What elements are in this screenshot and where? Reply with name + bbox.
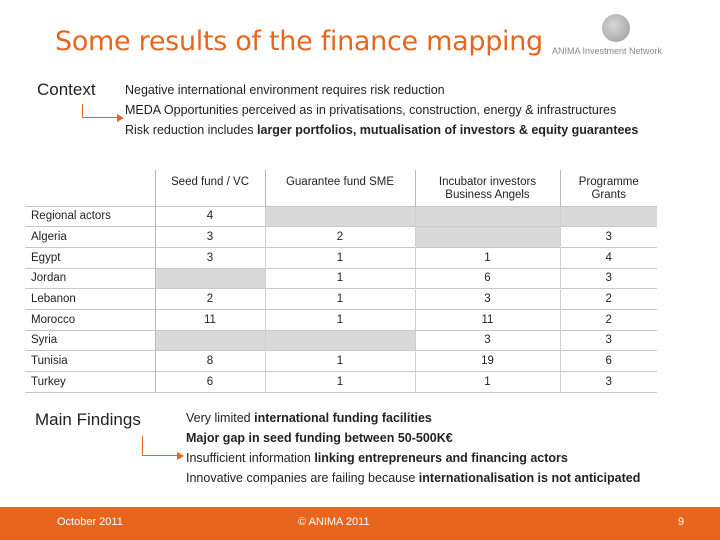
table-row — [25, 268, 657, 289]
table-cell: 3 — [415, 289, 560, 310]
bullet-item — [186, 428, 676, 448]
header-incubator: Incubator investors Business Angels — [415, 170, 560, 206]
footer-copyright: © ANIMA 2011 — [298, 516, 370, 528]
context-label: Context — [37, 80, 96, 99]
bullet-item — [186, 448, 676, 468]
bullet-item — [186, 468, 676, 488]
table-cell: 8 — [155, 351, 265, 372]
header-programme-grants: Programme Grants — [560, 170, 657, 206]
bullet-pre-text: Insufficient information — [186, 451, 315, 465]
main-findings-label: Main Findings — [35, 410, 141, 429]
row-label: Jordan — [25, 268, 155, 289]
table-cell: 2 — [560, 289, 657, 310]
table-row — [25, 247, 657, 268]
page-number: 9 — [678, 516, 685, 528]
table-cell: 6 — [155, 372, 265, 393]
table-cell — [265, 330, 415, 351]
context-arrow-icon — [82, 104, 118, 118]
table-row — [25, 351, 657, 372]
row-label: Egypt — [25, 247, 155, 268]
table-cell: 3 — [415, 330, 560, 351]
table-row — [25, 289, 657, 310]
table-cell: 3 — [560, 268, 657, 289]
table-row — [25, 372, 657, 393]
bullet-pre-text: Innovative companies are failing because — [186, 471, 419, 485]
table-cell: 1 — [415, 247, 560, 268]
table-cell: 3 — [155, 247, 265, 268]
table-cell: 3 — [560, 372, 657, 393]
table-cell: 11 — [415, 309, 560, 330]
table-cell — [155, 268, 265, 289]
table-cell: 4 — [560, 247, 657, 268]
bullet-bold-text: internationalisation is not anticipated — [418, 471, 641, 485]
header-blank — [25, 170, 155, 206]
bullet-pre-text: Risk reduction includes — [125, 123, 258, 137]
globe-icon — [602, 14, 630, 42]
bullet-item — [125, 100, 695, 120]
findings-arrow-icon — [142, 436, 178, 456]
table-row — [25, 227, 657, 248]
table-cell: 6 — [560, 351, 657, 372]
bullet-item — [125, 80, 695, 100]
table-cell: 1 — [265, 351, 415, 372]
logo-text: ANIMA Investment Network — [552, 46, 663, 56]
table-cell — [155, 330, 265, 351]
table-cell: 1 — [415, 372, 560, 393]
bullet-pre-text: Very limited — [186, 411, 255, 425]
table-cell: 3 — [155, 227, 265, 248]
bullet-item — [125, 120, 695, 140]
table-row — [25, 330, 657, 351]
table-cell — [415, 227, 560, 248]
table-row — [25, 309, 657, 330]
table-cell: 1 — [265, 268, 415, 289]
table-cell: 19 — [415, 351, 560, 372]
table-cell: 1 — [265, 309, 415, 330]
row-label: Turkey — [25, 372, 155, 393]
table-body — [25, 206, 657, 392]
table-cell: 2 — [155, 289, 265, 310]
bullet-pre-text: MEDA Opportunities perceived as in privatisations, construction, energy & infrastructures — [125, 103, 617, 117]
row-label: Algeria — [25, 227, 155, 248]
context-bullets — [125, 80, 695, 140]
table-row — [25, 206, 657, 227]
table-cell: 6 — [415, 268, 560, 289]
table-cell — [415, 206, 560, 227]
header-seed-fund: Seed fund / VC — [155, 170, 265, 206]
bullet-item — [186, 408, 676, 428]
table-header-row — [25, 170, 657, 206]
table-cell: 1 — [265, 289, 415, 310]
row-label: Syria — [25, 330, 155, 351]
bullet-bold-text: Major gap in seed funding between 50-500K€ — [186, 431, 453, 445]
table-cell: 4 — [155, 206, 265, 227]
row-label: Morocco — [25, 309, 155, 330]
row-label: Lebanon — [25, 289, 155, 310]
table-cell: 11 — [155, 309, 265, 330]
anima-logo — [552, 14, 702, 64]
table-cell: 3 — [560, 330, 657, 351]
footer-bar — [0, 507, 720, 540]
bullet-pre-text: Negative international environment requires risk reduction — [125, 83, 445, 97]
table-cell: 1 — [265, 247, 415, 268]
table-cell: 1 — [265, 372, 415, 393]
bullet-bold-text: larger portfolios, mutualisation of investors & equity guarantees — [257, 123, 639, 137]
table-cell — [265, 206, 415, 227]
table-cell: 2 — [560, 309, 657, 330]
footer-date: October 2011 — [57, 516, 123, 528]
row-label: Regional actors — [25, 206, 155, 227]
table-cell: 3 — [560, 227, 657, 248]
bullet-bold-text: linking entrepreneurs and financing actors — [314, 451, 568, 465]
header-guarantee-fund: Guarantee fund SME — [265, 170, 415, 206]
finance-table — [25, 170, 657, 393]
row-label: Tunisia — [25, 351, 155, 372]
bullet-bold-text: international funding facilities — [254, 411, 432, 425]
page-title: Some results of the finance mapping — [55, 26, 543, 57]
table-cell: 2 — [265, 227, 415, 248]
table-cell — [560, 206, 657, 227]
findings-bullets — [186, 408, 676, 488]
